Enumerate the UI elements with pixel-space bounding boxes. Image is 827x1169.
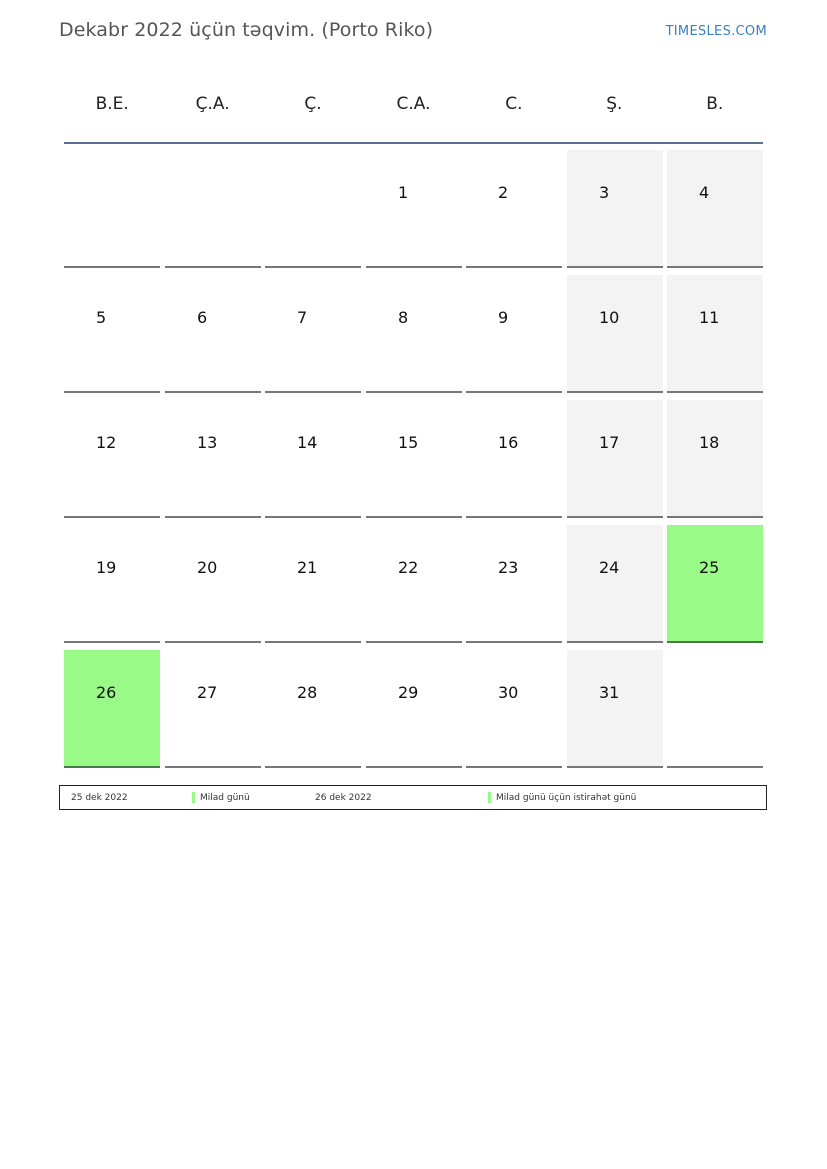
calendar-day-cell	[567, 150, 663, 268]
day-number: 20	[197, 558, 218, 577]
day-number: 13	[197, 433, 218, 452]
calendar-day-cell	[466, 275, 562, 393]
calendar-day-cell	[567, 650, 663, 768]
calendar-day-cell	[567, 525, 663, 643]
day-number: 25	[699, 558, 720, 577]
weekday-label: C.A.	[396, 94, 431, 114]
calendar-day-cell	[567, 275, 663, 393]
weekday-label: C.	[505, 94, 523, 114]
legend-date: 26 dek 2022	[315, 793, 372, 803]
day-number: 8	[398, 308, 409, 327]
brand-logo-text[interactable]: TIMESLES.COM	[665, 24, 767, 39]
calendar-day-cell	[165, 400, 261, 518]
day-number: 29	[398, 683, 419, 702]
calendar-day-cell	[64, 525, 160, 643]
day-number: 18	[699, 433, 720, 452]
legend-date: 25 dek 2022	[71, 793, 128, 803]
day-number: 7	[297, 308, 308, 327]
day-number: 12	[96, 433, 117, 452]
page-title: Dekabr 2022 üçün təqvim. (Porto Riko)	[59, 19, 434, 41]
calendar-day-cell	[366, 275, 462, 393]
calendar-day-cell	[466, 650, 562, 768]
day-number: 2	[498, 183, 509, 202]
day-number: 10	[599, 308, 620, 327]
day-number: 9	[498, 308, 509, 327]
calendar-day-cell	[466, 150, 562, 268]
calendar-empty-cell	[667, 650, 763, 768]
calendar-day-cell	[667, 275, 763, 393]
day-number: 16	[498, 433, 519, 452]
calendar-day-cell	[667, 525, 763, 643]
calendar-empty-cell	[64, 150, 160, 268]
day-number: 19	[96, 558, 117, 577]
day-number: 4	[699, 183, 710, 202]
day-number: 14	[297, 433, 318, 452]
calendar-day-cell	[165, 525, 261, 643]
legend-color-marker	[488, 792, 491, 803]
day-number: 15	[398, 433, 419, 452]
weekday-label: B.E.	[95, 94, 129, 114]
calendar-day-cell	[366, 150, 462, 268]
day-number: 31	[599, 683, 620, 702]
calendar-day-cell	[265, 650, 361, 768]
header-divider	[64, 142, 763, 144]
calendar-day-cell	[466, 525, 562, 643]
calendar-day-cell	[265, 400, 361, 518]
day-number: 30	[498, 683, 519, 702]
day-number: 24	[599, 558, 620, 577]
calendar-empty-cell	[165, 150, 261, 268]
calendar-day-cell	[265, 275, 361, 393]
calendar-day-cell	[667, 150, 763, 268]
calendar-day-cell	[265, 525, 361, 643]
day-number: 17	[599, 433, 620, 452]
calendar-day-cell	[64, 400, 160, 518]
calendar-empty-cell	[265, 150, 361, 268]
holiday-legend	[59, 785, 767, 810]
weekday-label: Ç.A.	[195, 94, 230, 114]
day-number: 21	[297, 558, 318, 577]
day-number: 6	[197, 308, 208, 327]
day-number: 27	[197, 683, 218, 702]
calendar-day-cell	[366, 525, 462, 643]
weekday-header-row	[62, 84, 765, 124]
day-number: 1	[398, 183, 409, 202]
weekday-label: Ç.	[304, 94, 322, 114]
legend-holiday-name: Milad günü	[200, 793, 250, 803]
calendar-day-cell	[165, 650, 261, 768]
day-number: 28	[297, 683, 318, 702]
day-number: 3	[599, 183, 610, 202]
calendar-day-cell	[366, 400, 462, 518]
calendar-day-cell	[567, 400, 663, 518]
legend-color-marker	[192, 792, 195, 803]
day-number: 11	[699, 308, 720, 327]
calendar-day-cell	[366, 650, 462, 768]
calendar-day-cell	[466, 400, 562, 518]
calendar-day-cell	[667, 400, 763, 518]
calendar-day-cell	[165, 275, 261, 393]
weekday-label: Ş.	[606, 94, 623, 114]
day-number: 23	[498, 558, 519, 577]
calendar-day-cell	[64, 275, 160, 393]
weekday-label: B.	[706, 94, 724, 114]
legend-holiday-name: Milad günü üçün istirahət günü	[496, 793, 637, 803]
calendar-day-cell	[64, 650, 160, 768]
day-number: 22	[398, 558, 419, 577]
day-number: 5	[96, 308, 107, 327]
day-number: 26	[96, 683, 117, 702]
